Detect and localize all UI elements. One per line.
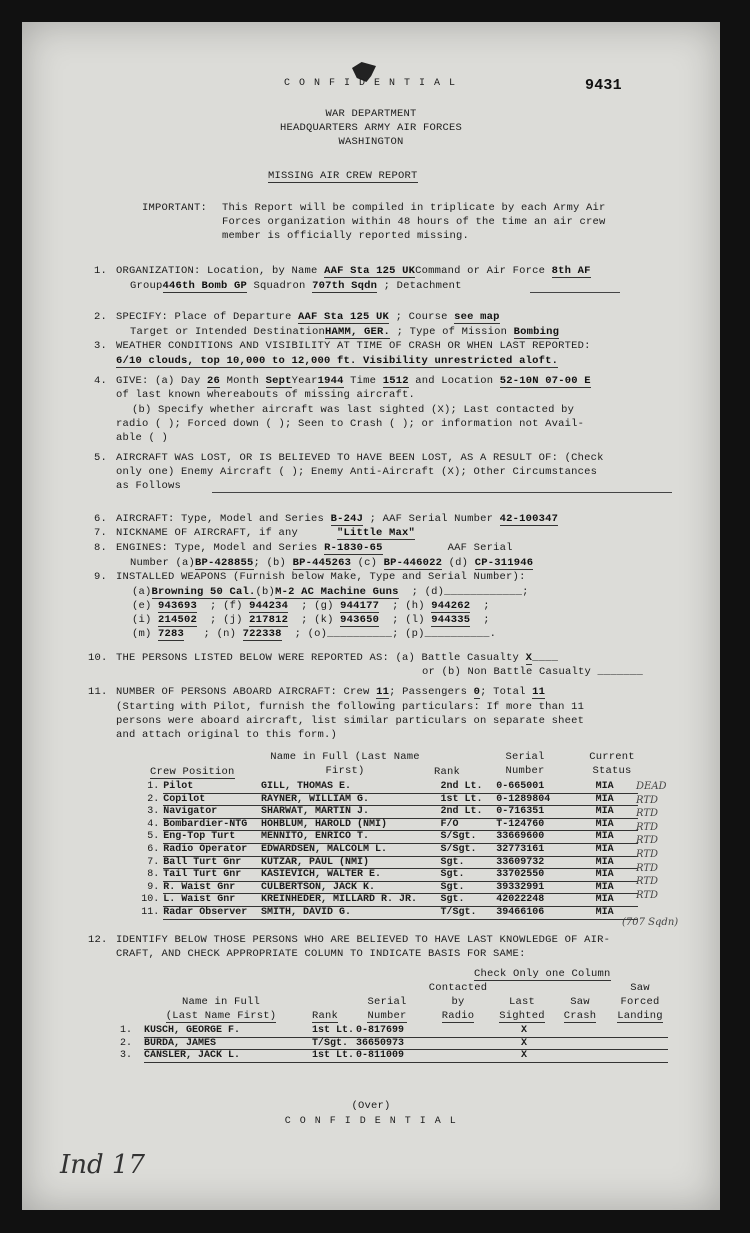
dept-line: WAR DEPARTMENT <box>325 108 417 120</box>
important-line-3: member is officially reported missing. <box>222 230 470 242</box>
seen-serial: 0-817699 <box>356 1025 430 1037</box>
section-12-number: 12. <box>88 934 108 946</box>
location-field: AAF Sta 125 UK <box>324 265 416 277</box>
seen-radio <box>430 1050 494 1063</box>
crew-header-rank: Rank <box>434 766 461 778</box>
crew-row <box>138 856 638 869</box>
last-knowledge-row <box>120 1050 668 1063</box>
seen-header-serial-2: Number <box>367 1010 407 1022</box>
crew-position: L. Waist Gnr <box>163 894 261 907</box>
status-annotation: (707 Sqdn) <box>622 917 679 928</box>
crew-serial: 0-665001 <box>496 781 575 793</box>
crew-num: 6. <box>147 843 160 855</box>
crew-serial: 33609732 <box>496 856 575 869</box>
seen-sighted: X <box>494 1037 554 1050</box>
crew-position: Navigator <box>163 806 261 819</box>
crew-name: SHARWAT, MARTIN J. <box>261 806 441 819</box>
crew-num: 2. <box>147 793 160 805</box>
crew-rank: Sgt. <box>441 869 497 882</box>
section-4-line-1: GIVE: (a) Day 26 Month SeptYear1944 Time 1512 and Location 52-10N 07-00 E <box>116 375 591 387</box>
crew-name: CULBERTSON, JACK K. <box>261 881 441 894</box>
seen-serial: 36650973 <box>356 1037 430 1050</box>
seen-rank: T/Sgt. <box>312 1037 356 1050</box>
seen-header-radio-3: Radio <box>441 1010 475 1022</box>
seen-header-landing-1: Saw <box>630 982 650 994</box>
crew-rank: S/Sgt. <box>441 843 497 856</box>
crew-rank: F/O <box>441 818 497 831</box>
crew-rank: 1st Lt. <box>441 793 497 806</box>
crew-name: SMITH, DAVID G. <box>261 906 441 919</box>
weather-field: 6/10 clouds, top 10,000 to 12,000 ft. Visibility unrestricted aloft. <box>116 355 559 367</box>
crew-row <box>138 781 638 793</box>
crew-status: MIA <box>575 881 638 894</box>
target-field: HAMM, GER. <box>325 326 391 338</box>
seen-crash <box>554 1037 610 1050</box>
section-2-line-1: SPECIFY: Place of Departure AAF Sta 125 UK ; Course see map <box>116 311 500 323</box>
seen-header-crash-1: Saw <box>570 996 590 1008</box>
crew-count-field: 11 <box>376 686 390 698</box>
seen-sighted: X <box>494 1050 554 1063</box>
section-9-number: 9. <box>94 571 108 583</box>
crew-rank: Sgt. <box>441 894 497 907</box>
seen-header-radio-2: by <box>451 996 465 1008</box>
crew-status: MIA <box>575 843 638 856</box>
aircraft-type-field: B-24J <box>330 513 364 525</box>
crew-row <box>138 818 638 831</box>
crew-serial: 32773161 <box>496 843 575 856</box>
crew-serial: 0-1289804 <box>496 793 575 806</box>
confidential-header: C O N F I D E N T I A L <box>284 78 457 89</box>
important-label: IMPORTANT: <box>142 202 208 214</box>
weapons-row-1: (a)Browning 50 Cal.(b)M-2 AC Machine Guns ; (d)____________; <box>132 586 529 598</box>
crew-num: 11. <box>141 906 160 918</box>
seen-landing <box>610 1050 668 1063</box>
section-11-line-2: (Starting with Pilot, furnish the following particulars: If more than 11 <box>116 701 585 713</box>
section-7-number: 7. <box>94 527 108 539</box>
last-knowledge-table <box>120 1025 668 1063</box>
seen-num: 1. <box>120 1025 133 1037</box>
crew-num: 4. <box>147 818 160 830</box>
crew-rank: Sgt. <box>441 856 497 869</box>
status-annotation: RTD <box>636 862 659 874</box>
crew-num: 5. <box>147 831 160 843</box>
crew-status: MIA <box>575 894 638 907</box>
seen-name: BURDA, JAMES <box>144 1037 312 1050</box>
section-12-line-2: CRAFT, AND CHECK APPROPRIATE COLUMN TO INDICATE BASIS FOR SAME: <box>116 948 526 960</box>
seen-header-landing-2: Forced <box>620 996 660 1008</box>
seen-header-crash-2: Crash <box>563 1010 597 1022</box>
section-3-number: 3. <box>94 340 108 352</box>
crew-table <box>138 781 638 920</box>
section-5-number: 5. <box>94 452 108 464</box>
seen-num: 2. <box>120 1037 133 1049</box>
section-6-line: AIRCRAFT: Type, Model and Series B-24J ; AAF Serial Number 42-100347 <box>116 513 559 525</box>
seen-num: 3. <box>120 1050 133 1062</box>
seen-landing <box>610 1025 668 1037</box>
passengers-field: 0 <box>473 686 481 698</box>
section-11-line-4: and attach original to this form.) <box>116 729 338 741</box>
section-5-line-2: only one) Enemy Aircraft ( ); Enemy Anti-Aircraft (X); Other Circumstances <box>116 466 598 478</box>
crew-status: MIA <box>575 856 638 869</box>
crew-serial: 42022248 <box>496 894 575 907</box>
crew-row <box>138 843 638 856</box>
section-6-number: 6. <box>94 513 108 525</box>
crew-row <box>138 869 638 882</box>
crew-position: Radio Operator <box>163 843 261 856</box>
crew-position: Radar Observer <box>163 906 261 919</box>
section-10-line-1: THE PERSONS LISTED BELOW WERE REPORTED AS: (a) Battle Casualty X____ <box>116 652 559 664</box>
detachment-line <box>530 292 620 293</box>
crew-position: Copilot <box>163 793 261 806</box>
check-one-column: Check Only one Column <box>474 968 611 980</box>
important-line-2: Forces organization within 48 hours of the time an air crew <box>222 216 606 228</box>
crew-serial: 39466106 <box>496 906 575 919</box>
crew-row <box>138 806 638 819</box>
section-8-line-1: ENGINES: Type, Model and Series R-1830-65 AAF Serial <box>116 542 513 554</box>
section-4-line-3: (b) Specify whether aircraft was last sighted (X); Last contacted by <box>132 404 575 416</box>
group-field: 446th Bomb GP <box>162 280 248 292</box>
section-2-line-2: Target or Intended DestinationHAMM, GER. ; Type of Mission Bombing <box>130 326 560 338</box>
crew-name: MENNITO, ENRICO T. <box>261 831 441 844</box>
total-field: 11 <box>532 686 546 698</box>
crew-num: 8. <box>147 869 160 881</box>
weapons-row-4: (m) 7283 ; (n) 722338 ; (o)__________; (p)__________. <box>132 628 497 640</box>
section-11-line-1: NUMBER OF PERSONS ABOARD AIRCRAFT: Crew 11; Passengers 0; Total 11 <box>116 686 546 698</box>
seen-landing <box>610 1037 668 1050</box>
crew-position: Bombardier-NTG <box>163 818 261 831</box>
engine-b-field: BP-445263 <box>292 557 352 569</box>
crew-header-status: Current Status <box>589 751 635 777</box>
engine-type-field: R-1830-65 <box>324 542 383 554</box>
crew-header-position: Crew Position <box>150 766 235 778</box>
seen-sighted: X <box>494 1025 554 1037</box>
status-annotation: RTD <box>636 876 659 888</box>
section-11-line-3: persons were aboard aircraft, list similar particulars on separate sheet <box>116 715 585 727</box>
crew-name: KREINHEDER, MILLARD R. JR. <box>261 894 441 907</box>
crew-row <box>138 894 638 907</box>
crew-row <box>138 906 638 919</box>
status-annotation: RTD <box>636 808 659 820</box>
seen-crash <box>554 1050 610 1063</box>
section-11-number: 11. <box>88 686 108 698</box>
engine-d-field: CP-311946 <box>474 557 534 569</box>
crew-status: MIA <box>575 793 638 806</box>
seen-rank: 1st Lt. <box>312 1050 355 1062</box>
battle-casualty-field: X <box>525 652 533 664</box>
section-1-line-1: ORGANIZATION: Location, by Name AAF Sta 125 UKCommand or Air Force 8th AF <box>116 265 591 277</box>
section-4-line-4: radio ( ); Forced down ( ); Seen to Crash ( ); or information not Avail- <box>116 418 585 430</box>
seen-header-sighted-2: Sighted <box>499 1010 545 1022</box>
seen-header-serial-1: Serial <box>367 996 407 1008</box>
crew-position: Tail Turt Gnr <box>163 869 261 882</box>
section-4-number: 4. <box>94 375 108 387</box>
crew-serial: 0-716351 <box>496 806 575 819</box>
section-4-line-5: able ( ) <box>116 432 169 444</box>
city-line: WASHINGTON <box>338 136 404 148</box>
crew-rank: T/Sgt. <box>441 906 497 919</box>
doc-number: 9431 <box>585 77 622 94</box>
over-label: (Over) <box>351 1100 391 1112</box>
crew-row <box>138 881 638 894</box>
crew-num: 10. <box>141 894 160 906</box>
crew-num: 1. <box>147 781 160 793</box>
last-knowledge-row <box>120 1037 668 1050</box>
report-title: MISSING AIR CREW REPORT <box>268 170 418 182</box>
last-knowledge-row <box>120 1025 668 1037</box>
crew-status: MIA <box>575 781 638 793</box>
seen-crash <box>554 1025 610 1037</box>
seen-header-name-2: (Last Name First) <box>165 1010 277 1022</box>
important-line-1: This Report will be compiled in triplicate by each Army Air <box>222 202 606 214</box>
section-5-line-1: AIRCRAFT WAS LOST, OR IS BELIEVED TO HAVE BEEN LOST, AS A RESULT OF: (Check <box>116 452 604 464</box>
crew-rank: Sgt. <box>441 881 497 894</box>
nickname-field: "Little Max" <box>337 527 416 539</box>
hq-line: HEADQUARTERS ARMY AIR FORCES <box>279 122 463 134</box>
crew-status: MIA <box>575 869 638 882</box>
seen-header-sighted-1: Last <box>508 996 535 1008</box>
section-4-line-2: of last known whereabouts of missing aircraft. <box>116 389 416 401</box>
section-1-line-2: Group446th Bomb GP Squadron 707th Sqdn ; Detachment <box>130 280 462 292</box>
seen-header-rank: Rank <box>312 1010 339 1022</box>
seen-rank: 1st Lt. <box>312 1025 355 1036</box>
section-10-number: 10. <box>88 652 108 664</box>
status-annotation: RTD <box>636 849 659 860</box>
section-7-line: NICKNAME OF AIRCRAFT, if any "Little Max" <box>116 527 416 539</box>
section-8-line-2: Number (a)BP-428855; (b) BP-445263 (c) BP-446022 (d) CP-311946 <box>130 557 534 569</box>
weapons-row-2: (e) 943693 ; (f) 944234 ; (g) 944177 ; (h) 944262 ; <box>132 600 490 612</box>
crew-num: 9. <box>147 881 160 893</box>
crew-name: HOHBLUM, HAROLD (NMI) <box>261 818 441 831</box>
crew-header-name: Name in Full (Last Name First) <box>270 751 420 777</box>
section-2-number: 2. <box>94 311 108 323</box>
aircraft-serial-field: 42-100347 <box>499 513 559 525</box>
month-field: Sept <box>265 375 292 387</box>
weather-label: WEATHER CONDITIONS AND VISIBILITY AT TIME OF CRASH OR WHEN LAST REPORTED: <box>116 340 591 352</box>
squadron-field: 707th Sqdn <box>312 280 378 292</box>
weapons-row-3: (i) 214502 ; (j) 217812 ; (k) 943650 ; (l) 944335 ; <box>132 614 490 626</box>
seen-header-name-1: Name in Full <box>181 996 260 1008</box>
crew-position: Eng-Top Turt <box>163 831 261 844</box>
seen-serial: 0-811009 <box>356 1050 430 1063</box>
seen-header-radio-1: Contacted <box>428 982 488 994</box>
status-annotation: RTD <box>636 889 659 901</box>
crew-status: MIA <box>575 818 638 831</box>
handwritten-initials: Ind 17 <box>60 1150 146 1180</box>
crew-status: MIA <box>575 806 638 819</box>
year-field: 1944 <box>317 375 344 387</box>
section-12-line-1: IDENTIFY BELOW THOSE PERSONS WHO ARE BELIEVED TO HAVE LAST KNOWLEDGE OF AIR- <box>116 934 611 946</box>
crew-num: 3. <box>147 806 160 818</box>
crew-row <box>138 793 638 806</box>
section-5-line-3: as Follows <box>116 480 182 492</box>
departure-field: AAF Sta 125 UK <box>298 311 390 323</box>
seen-name: KUSCH, GEORGE F. <box>144 1025 312 1037</box>
crew-status: MIA <box>575 831 638 844</box>
command-field: 8th AF <box>551 265 591 277</box>
crew-rank: S/Sgt. <box>441 831 497 844</box>
crew-name: GILL, THOMAS E. <box>261 781 441 793</box>
status-annotation: RTD <box>636 794 659 806</box>
status-annotation: DEAD <box>636 781 667 792</box>
crew-status: MIA <box>575 906 638 919</box>
day-field: 26 <box>207 375 221 387</box>
section-1-number: 1. <box>94 265 108 277</box>
mission-field: Bombing <box>513 326 560 338</box>
other-circumstances-line <box>212 492 672 493</box>
seen-header-landing-3: Landing <box>617 1010 663 1022</box>
crew-name: KUTZAR, PAUL (NMI) <box>261 856 441 869</box>
crew-serial: 33669600 <box>496 831 575 844</box>
status-annotation: RTD <box>636 835 659 847</box>
crew-num: 7. <box>147 856 160 868</box>
engine-a-field: BP-428855 <box>195 557 254 569</box>
crew-name: RAYNER, WILLIAM G. <box>261 793 441 806</box>
crew-serial: T-124760 <box>496 818 575 831</box>
engine-c-field: BP-446022 <box>383 557 443 569</box>
crew-position: R. Waist Gnr <box>163 881 261 894</box>
status-annotation: RTD <box>636 821 659 833</box>
confidential-footer: C O N F I D E N T I A L <box>284 1116 458 1127</box>
seen-name: CANSLER, JACK L. <box>144 1050 312 1063</box>
course-field: see map <box>454 311 500 323</box>
crew-rank: 2nd Lt. <box>441 781 497 793</box>
location-coord-field: 52-10N 07-00 E <box>499 375 591 387</box>
crew-name: EDWARDSEN, MALCOLM L. <box>261 843 441 856</box>
time-field: 1512 <box>382 375 409 387</box>
crew-serial: 33702550 <box>496 869 575 882</box>
crew-name: KASIEVICH, WALTER E. <box>261 869 441 882</box>
crew-position: Ball Turt Gnr <box>163 856 261 869</box>
report-sheet <box>22 22 720 1210</box>
crew-header-serial: Serial Number <box>505 751 545 777</box>
crew-position: Pilot <box>163 781 261 793</box>
section-8-number: 8. <box>94 542 108 554</box>
section-10-line-2: or (b) Non Battle Casualty _______ <box>422 666 644 678</box>
crew-serial: 39332991 <box>496 881 575 894</box>
crew-rank: 2nd Lt. <box>441 806 497 819</box>
seen-radio <box>430 1025 494 1037</box>
seen-radio <box>430 1037 494 1050</box>
weapons-label: INSTALLED WEAPONS (Furnish below Make, Type and Serial Number): <box>116 571 526 583</box>
crew-row <box>138 831 638 844</box>
